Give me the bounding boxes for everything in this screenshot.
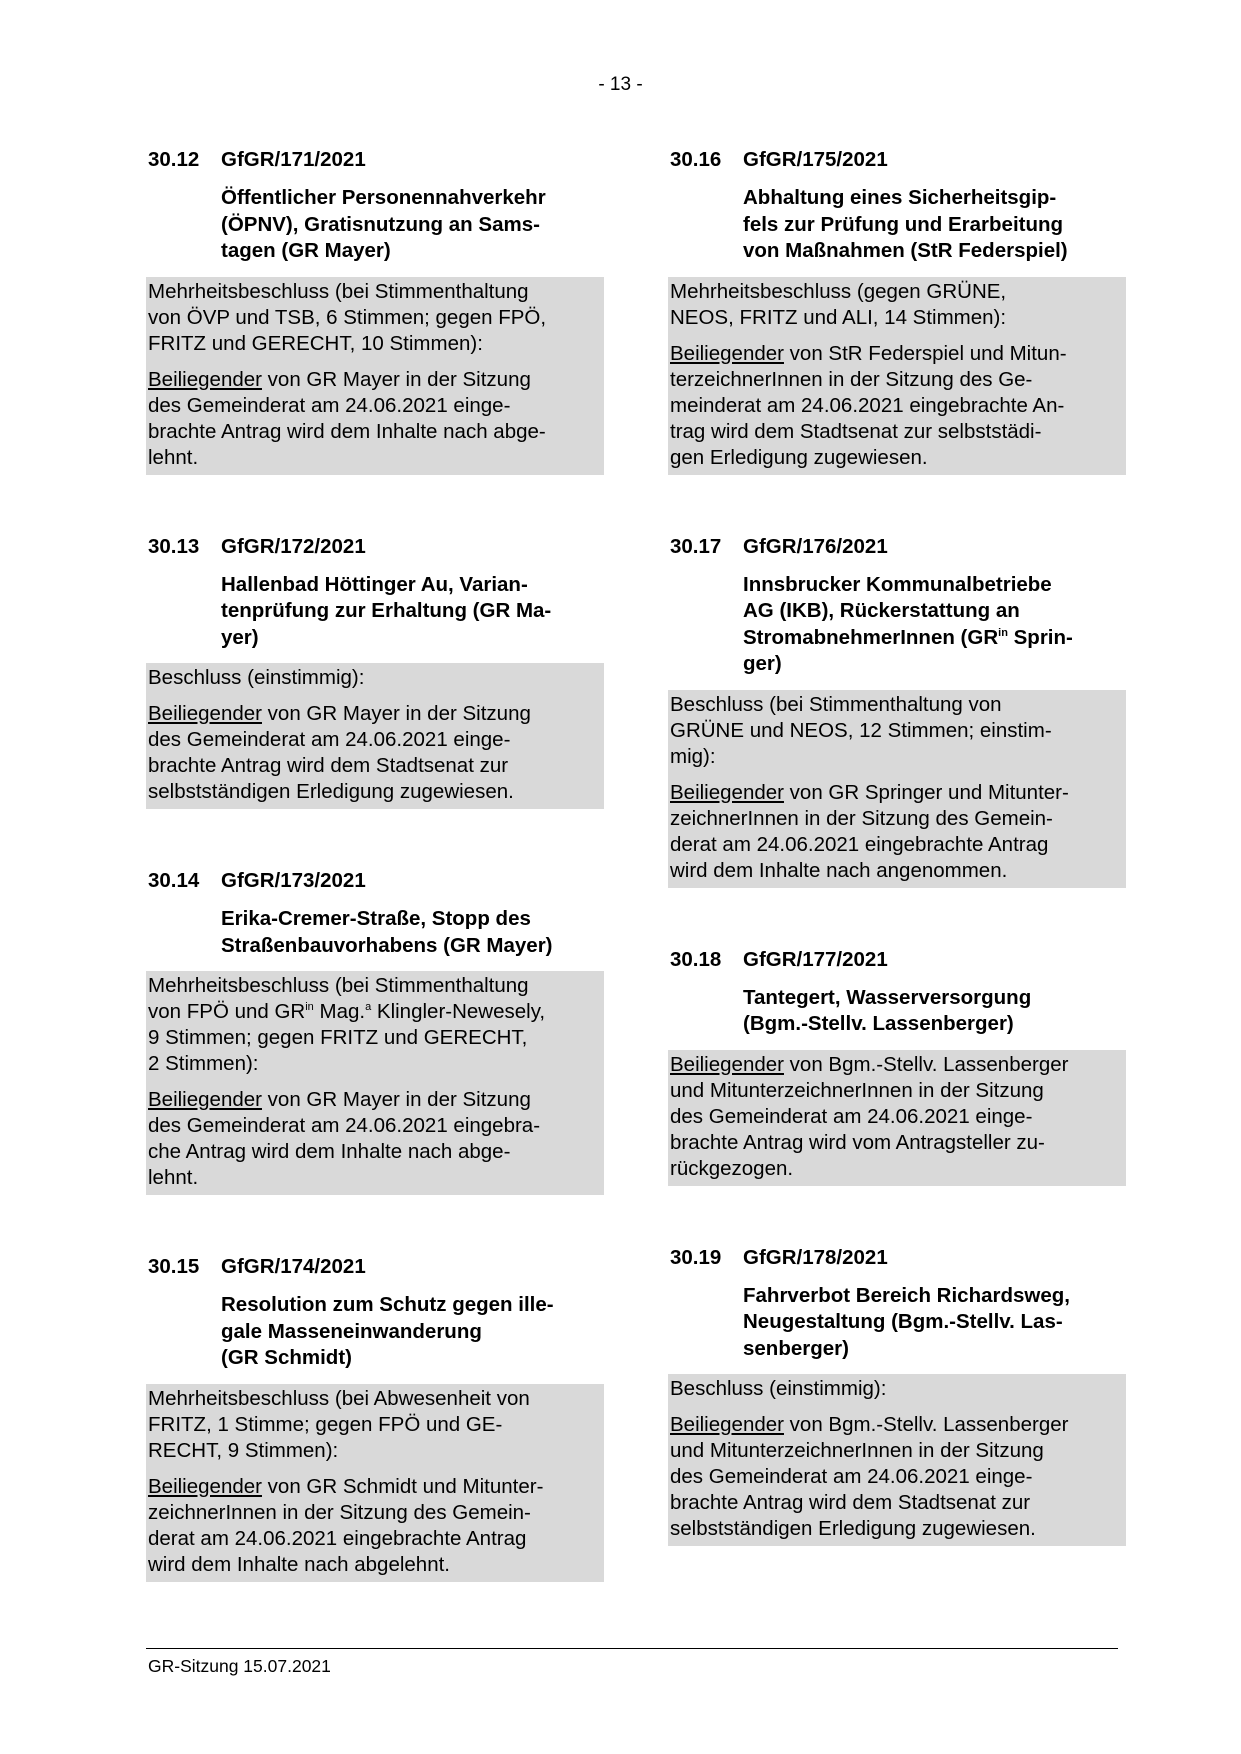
resolution-box bbox=[146, 663, 604, 809]
item-reference: GfGR/178/2021 bbox=[743, 1245, 888, 1269]
resolution-box bbox=[146, 971, 604, 1195]
item-header bbox=[146, 533, 604, 560]
text-line: derat am 24.06.2021 eingebrachte Antrag bbox=[670, 832, 1049, 856]
item-title bbox=[221, 906, 604, 959]
text-line: selbstständigen Erledigung zugewiesen. bbox=[148, 780, 514, 803]
item-header bbox=[668, 1244, 1126, 1271]
title-line: von Maßnahmen (StR Federspiel) bbox=[743, 239, 1068, 262]
item-number: 30.16 bbox=[670, 148, 722, 171]
text-line: brachte Antrag wird dem Stadtsenat zur bbox=[670, 1491, 1031, 1514]
text-line: brachte Antrag wird dem Inhalte nach abge- bbox=[148, 419, 546, 443]
item-title bbox=[743, 572, 1126, 678]
footer-divider bbox=[146, 1648, 1118, 1649]
text-line: terzeichnerInnen in der Sitzung des Ge- bbox=[670, 367, 1033, 391]
text-fragment: von GR Mayer in der Sitzung bbox=[261, 367, 531, 391]
agenda-item bbox=[146, 533, 604, 810]
resolution-text bbox=[670, 780, 1122, 884]
item-header bbox=[668, 946, 1126, 973]
title-line: tenprüfung zur Erhaltung (GR Ma- bbox=[221, 599, 552, 622]
underlined-word: Beiliegender bbox=[148, 702, 262, 725]
text-line: derat am 24.06.2021 eingebrachte Antrag bbox=[148, 1526, 527, 1550]
item-gap bbox=[146, 809, 604, 867]
text-line: zeichnerInnen in der Sitzung des Gemein- bbox=[148, 1500, 531, 1524]
title-line: Abhaltung eines Sicherheitsgip- bbox=[743, 186, 1057, 209]
vote-line: Beschluss (einstimmig): bbox=[670, 1377, 887, 1400]
underlined-word: Beiliegender bbox=[670, 341, 784, 365]
left-column bbox=[146, 146, 604, 1582]
title-line: (Bgm.-Stellv. Lassenberger) bbox=[743, 1012, 1014, 1035]
vote-result bbox=[670, 1376, 1122, 1402]
vote-line: Mehrheitsbeschluss (bei Abwesenheit von bbox=[148, 1386, 530, 1410]
text-line: che Antrag wird dem Inhalte nach abge- bbox=[148, 1140, 511, 1163]
title-line: Öffentlicher Personennahverkehr bbox=[221, 186, 546, 209]
title-line: Fahrverbot Bereich Richardsweg, bbox=[743, 1283, 1070, 1307]
vote-line: mig): bbox=[670, 744, 716, 768]
title-line: fels zur Prüfung und Erarbeitung bbox=[743, 212, 1064, 236]
item-header bbox=[146, 1253, 604, 1280]
item-reference: GfGR/171/2021 bbox=[221, 148, 366, 171]
footer-text: GR-Sitzung 15.07.2021 bbox=[148, 1656, 331, 1676]
vote-result bbox=[670, 692, 1122, 770]
resolution-box bbox=[668, 277, 1126, 475]
text-line: lehnt. bbox=[148, 1166, 199, 1189]
vote-line: Mehrheitsbeschluss (bei Stimmenthaltung bbox=[148, 279, 529, 303]
item-gap bbox=[668, 475, 1126, 533]
text-line: des Gemeinderat am 24.06.2021 eingebra- bbox=[148, 1114, 541, 1137]
title-line: Hallenbad Höttinger Au, Varian- bbox=[221, 572, 528, 596]
vote-line: NEOS, FRITZ und ALI, 14 Stimmen): bbox=[670, 305, 1007, 329]
text-line bbox=[670, 780, 1122, 806]
text-fragment: von StR Federspiel und Mitun- bbox=[783, 341, 1067, 365]
text-fragment: von GR Schmidt und Mitunter- bbox=[261, 1474, 544, 1498]
resolution-text bbox=[670, 341, 1122, 471]
title-line: Resolution zum Schutz gegen ille- bbox=[221, 1293, 554, 1316]
underlined-word: Beiliegender bbox=[148, 1474, 262, 1498]
text-line: brachte Antrag wird dem Stadtsenat zur bbox=[148, 754, 509, 777]
item-header bbox=[668, 146, 1126, 173]
item-gap bbox=[668, 888, 1126, 946]
vote-line: RECHT, 9 Stimmen): bbox=[148, 1438, 339, 1462]
page-number: - 13 - bbox=[598, 74, 643, 95]
vote-result bbox=[148, 665, 600, 691]
resolution-text bbox=[148, 367, 600, 471]
text-line: brachte Antrag wird vom Antragsteller zu- bbox=[670, 1130, 1045, 1154]
title-line: Neugestaltung (Bgm.-Stellv. Las- bbox=[743, 1310, 1063, 1333]
text-line bbox=[670, 1412, 1122, 1438]
agenda-item bbox=[146, 146, 604, 475]
item-number: 30.18 bbox=[670, 947, 722, 971]
underlined-word: Beiliegender bbox=[670, 1052, 784, 1076]
right-column bbox=[668, 146, 1126, 1546]
text-line: des Gemeinderat am 24.06.2021 einge- bbox=[148, 393, 511, 417]
item-number: 30.13 bbox=[148, 534, 200, 558]
item-number: 30.12 bbox=[148, 148, 200, 171]
text-line: meinderat am 24.06.2021 eingebrachte An- bbox=[670, 393, 1065, 417]
title-line: gale Masseneinwanderung bbox=[221, 1319, 482, 1343]
text-line: des Gemeinderat am 24.06.2021 einge- bbox=[670, 1104, 1033, 1128]
text-fragment: von Bgm.-Stellv. Lassenberger bbox=[783, 1413, 1069, 1436]
text-line: und MitunterzeichnerInnen in der Sitzung bbox=[670, 1078, 1044, 1102]
item-number: 30.19 bbox=[670, 1245, 722, 1269]
title-text: StromabnehmerInnen (GR bbox=[743, 625, 999, 649]
vote-line: Beschluss (bei Stimmenthaltung von bbox=[670, 692, 1002, 716]
item-header bbox=[146, 146, 604, 173]
title-text: Sprin- bbox=[1007, 625, 1073, 649]
resolution-text bbox=[148, 701, 600, 805]
agenda-item bbox=[668, 946, 1126, 1186]
vote-text: Klingler-Newesely, bbox=[371, 1000, 546, 1023]
text-line bbox=[148, 1087, 600, 1113]
text-line bbox=[148, 367, 600, 393]
vote-line bbox=[148, 999, 600, 1025]
agenda-item bbox=[146, 1253, 604, 1582]
text-fragment: von GR Mayer in der Sitzung bbox=[261, 702, 531, 725]
text-line: gen Erledigung zugewiesen. bbox=[670, 445, 928, 469]
resolution-text bbox=[148, 1474, 600, 1578]
item-title bbox=[743, 185, 1126, 265]
item-number: 30.14 bbox=[148, 869, 200, 892]
title-line: senberger) bbox=[743, 1336, 849, 1360]
vote-line: von ÖVP und TSB, 6 Stimmen; gegen FPÖ, bbox=[148, 305, 547, 329]
resolution-text bbox=[670, 1412, 1122, 1542]
vote-line: FRITZ, 1 Stimme; gegen FPÖ und GE- bbox=[148, 1412, 503, 1436]
text-line: rückgezogen. bbox=[670, 1156, 794, 1180]
title-line: yer) bbox=[221, 625, 259, 649]
item-reference: GfGR/175/2021 bbox=[743, 148, 888, 171]
title-line: (GR Schmidt) bbox=[221, 1346, 352, 1369]
text-line: selbstständigen Erledigung zugewiesen. bbox=[670, 1517, 1036, 1540]
vote-result bbox=[148, 973, 600, 1077]
underlined-word: Beiliegender bbox=[670, 1413, 784, 1436]
resolution-box bbox=[668, 1374, 1126, 1546]
item-title bbox=[221, 1292, 604, 1372]
title-line: Erika-Cremer-Straße, Stopp des bbox=[221, 907, 531, 930]
agenda-item bbox=[668, 533, 1126, 888]
vote-result bbox=[148, 1386, 600, 1464]
item-reference: GfGR/176/2021 bbox=[743, 534, 888, 558]
text-line: wird dem Inhalte nach angenommen. bbox=[670, 858, 1008, 882]
underlined-word: Beiliegender bbox=[148, 1088, 262, 1111]
text-line: lehnt. bbox=[148, 445, 199, 469]
resolution-box bbox=[668, 1050, 1126, 1186]
text-line: des Gemeinderat am 24.06.2021 einge- bbox=[148, 728, 511, 751]
vote-line: GRÜNE und NEOS, 12 Stimmen; einstim- bbox=[670, 718, 1052, 742]
title-line bbox=[743, 625, 1120, 652]
title-line: (ÖPNV), Gratisnutzung an Sams- bbox=[221, 212, 540, 236]
resolution-text bbox=[148, 1087, 600, 1191]
text-line bbox=[670, 1052, 1122, 1078]
item-title bbox=[743, 985, 1126, 1038]
agenda-item bbox=[668, 1244, 1126, 1547]
vote-line: 2 Stimmen): bbox=[148, 1052, 259, 1075]
text-fragment: von Bgm.-Stellv. Lassenberger bbox=[783, 1052, 1069, 1076]
text-fragment: von GR Springer und Mitunter- bbox=[783, 780, 1069, 804]
superscript: a bbox=[365, 1001, 372, 1013]
title-line: AG (IKB), Rückerstattung an bbox=[743, 599, 1020, 622]
item-number: 30.17 bbox=[670, 534, 722, 558]
vote-line: FRITZ und GERECHT, 10 Stimmen): bbox=[148, 331, 483, 355]
superscript: in bbox=[305, 1001, 314, 1013]
text-line: und MitunterzeichnerInnen in der Sitzung bbox=[670, 1439, 1044, 1462]
superscript: in bbox=[998, 626, 1008, 639]
text-line bbox=[148, 1474, 600, 1500]
item-title bbox=[221, 572, 604, 652]
item-header bbox=[668, 533, 1126, 560]
resolution-text bbox=[670, 1052, 1122, 1182]
vote-result bbox=[148, 279, 600, 357]
underlined-word: Beiliegender bbox=[670, 780, 784, 804]
item-gap bbox=[146, 475, 604, 533]
title-line: Tantegert, Wasserversorgung bbox=[743, 985, 1032, 1009]
underlined-word: Beiliegender bbox=[148, 367, 262, 391]
title-line: Straßenbauvorhabens (GR Mayer) bbox=[221, 933, 553, 957]
item-reference: GfGR/174/2021 bbox=[221, 1255, 366, 1278]
item-gap bbox=[668, 1186, 1126, 1244]
item-gap bbox=[146, 1195, 604, 1253]
item-reference: GfGR/173/2021 bbox=[221, 869, 366, 892]
text-line: wird dem Inhalte nach abgelehnt. bbox=[148, 1552, 451, 1576]
item-reference: GfGR/177/2021 bbox=[743, 947, 888, 971]
vote-text: Mag. bbox=[313, 1000, 366, 1023]
title-line: tagen (GR Mayer) bbox=[221, 239, 391, 262]
resolution-box bbox=[146, 277, 604, 475]
vote-result bbox=[670, 279, 1122, 331]
text-line bbox=[670, 341, 1122, 367]
agenda-item bbox=[146, 867, 604, 1195]
vote-line: Mehrheitsbeschluss (bei Stimmenthaltung bbox=[148, 974, 529, 997]
vote-text: von FPÖ und GR bbox=[148, 1000, 306, 1023]
text-line: des Gemeinderat am 24.06.2021 einge- bbox=[670, 1465, 1033, 1488]
title-line: Innsbrucker Kommunalbetriebe bbox=[743, 572, 1052, 596]
item-header bbox=[146, 867, 604, 894]
vote-line: Beschluss (einstimmig): bbox=[148, 666, 365, 689]
item-number: 30.15 bbox=[148, 1255, 200, 1278]
text-line: trag wird dem Stadtsenat zur selbststädi- bbox=[670, 419, 1042, 443]
text-line: zeichnerInnen in der Sitzung des Gemein- bbox=[670, 806, 1053, 830]
item-title bbox=[221, 185, 604, 265]
agenda-item bbox=[668, 146, 1126, 475]
text-fragment: von GR Mayer in der Sitzung bbox=[261, 1088, 531, 1111]
resolution-box bbox=[668, 690, 1126, 888]
item-title bbox=[743, 1283, 1126, 1363]
resolution-box bbox=[146, 1384, 604, 1582]
vote-line: Mehrheitsbeschluss (gegen GRÜNE, bbox=[670, 279, 1007, 303]
item-reference: GfGR/172/2021 bbox=[221, 534, 366, 558]
vote-line: 9 Stimmen; gegen FRITZ und GERECHT, bbox=[148, 1026, 528, 1049]
text-line bbox=[148, 701, 600, 727]
title-line: ger) bbox=[743, 652, 782, 675]
